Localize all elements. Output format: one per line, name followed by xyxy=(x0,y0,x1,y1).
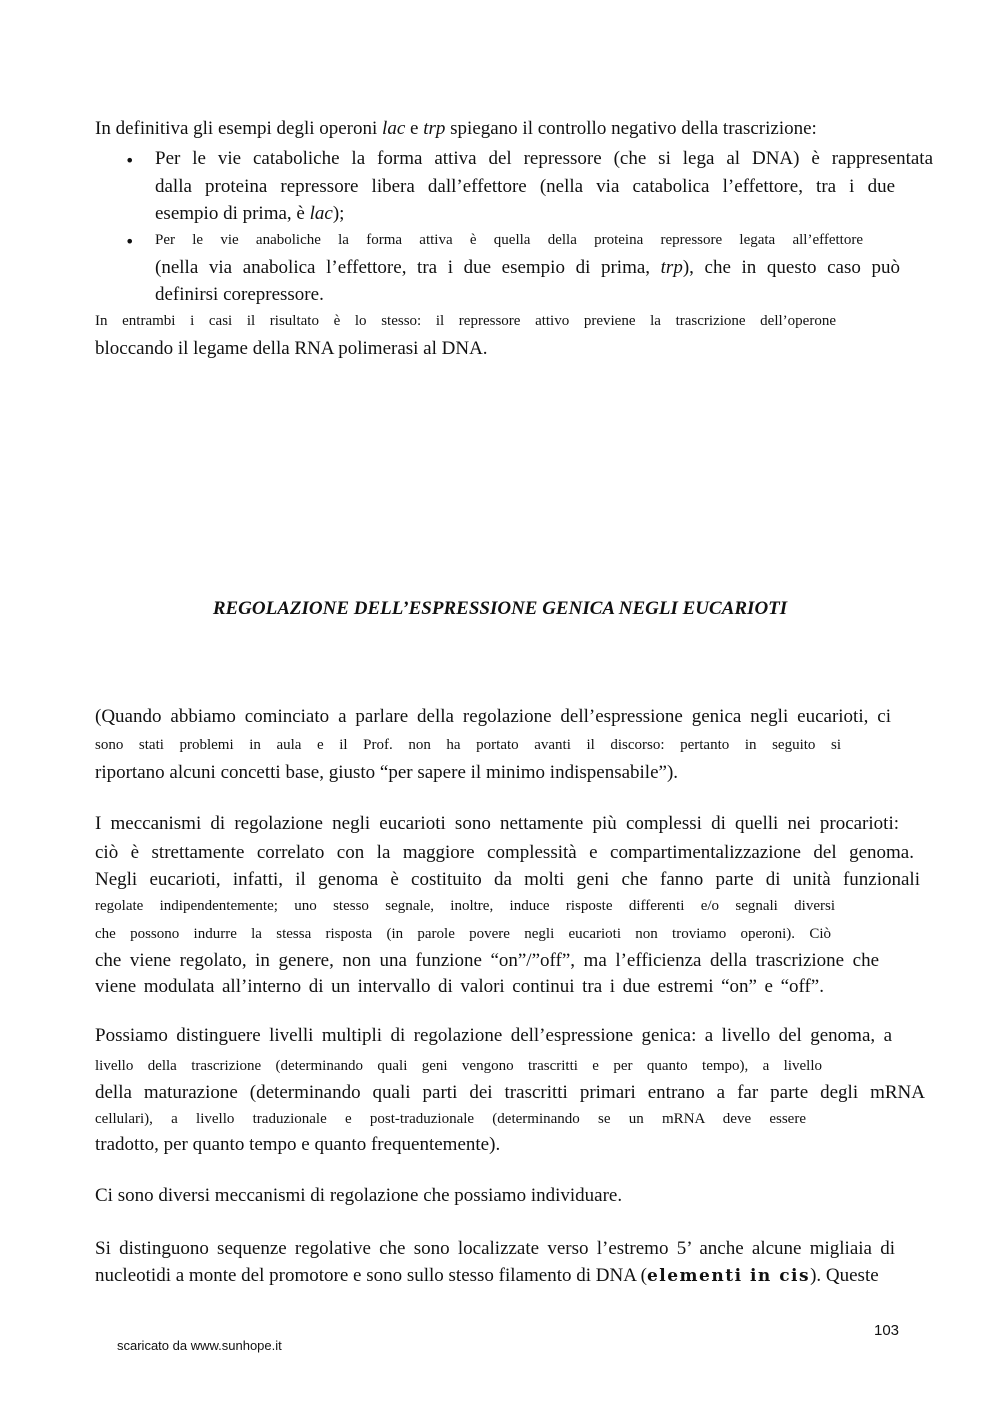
p2-line6: che viene regolato, in genere, non una funzione “on”/”off”, ma l’efficienza della trascrizione che xyxy=(95,950,879,971)
p2-line3: Negli eucarioti, infatti, il genoma è costituito da molti geni che fanno parte di unità funzionali xyxy=(95,869,920,890)
p2-line2: ciò è strettamente correlato con la maggiore complessità e compartimentalizzazione del genoma. xyxy=(95,842,914,863)
bullet-icon: • xyxy=(125,151,135,170)
intro-line xyxy=(95,118,817,140)
section-heading: REGOLAZIONE DELL’ESPRESSIONE GENICA NEGLI EUCARIOTI xyxy=(212,598,788,619)
p2-line5: che possono indurre la stessa risposta (in parole povere negli eucarioti non troviamo operoni). Ciò xyxy=(95,926,831,942)
bullet2-text: (nella via anabolica l’effettore, tra i due esempio di prima, xyxy=(155,257,661,278)
bullet2-line1: Per le vie anaboliche la forma attiva è quella della proteina repressore legata all’effettore xyxy=(155,232,863,248)
lac-term: lac xyxy=(382,118,406,139)
p2-line4: regolate indipendentemente; uno stesso segnale, inoltre, induce risposte differenti e/o segnali diversi xyxy=(95,898,835,914)
elementi-in-cis-term: elementi in cis xyxy=(646,1266,811,1286)
bullet-icon: • xyxy=(125,232,135,251)
p1-line2: sono stati problemi in aula e il Prof. non ha portato avanti il discorso: pertanto in seguito si xyxy=(95,737,841,753)
intro-text: e xyxy=(405,118,424,139)
p3-line4: cellulari), a livello traduzionale e post-traduzionale (determinando se un mRNA deve essere xyxy=(95,1111,806,1127)
intro-text: In definitiva gli esempi degli operoni xyxy=(95,118,383,139)
p3-line5: tradotto, per quanto tempo e quanto frequentemente). xyxy=(95,1134,501,1155)
bullet1-text: esempio di prima, è xyxy=(155,203,310,224)
bullet1-line3 xyxy=(155,203,344,225)
p3-line3: della maturazione (determinando quali parti dei trascritti primari entrano a far parte degli mRNA xyxy=(95,1082,925,1103)
conclusion-line2: bloccando il legame della RNA polimerasi al DNA. xyxy=(95,338,488,359)
p4-line: Ci sono diversi meccanismi di regolazione che possiamo individuare. xyxy=(95,1185,623,1206)
p5-line1: Si distinguono sequenze regolative che sono localizzate verso l’estremo 5’ anche alcune migliaia di xyxy=(95,1238,895,1259)
footer-source: scaricato da www.sunhope.it xyxy=(117,1338,282,1353)
p3-line2: livello della trascrizione (determinando quali geni vengono trascritti e per quanto tempo), a livello xyxy=(95,1058,822,1074)
page-number: 103 xyxy=(874,1322,900,1339)
p2-line1: I meccanismi di regolazione negli eucarioti sono nettamente più complessi di quelli nei procarioti: xyxy=(95,813,899,834)
trp-term: trp xyxy=(660,257,683,278)
bullet1-text: ); xyxy=(332,203,345,224)
p2-line7: viene modulata all’interno di un intervallo di valori continui tra i due estremi “on” e “off”. xyxy=(95,976,824,997)
bullet2-text: ), che in questo caso può xyxy=(682,257,900,278)
bullet1-line1: Per le vie cataboliche la forma attiva del repressore (che si lega al DNA) è rappresentata xyxy=(155,148,933,169)
p5-line2 xyxy=(95,1265,879,1287)
p1-line1: (Quando abbiamo cominciato a parlare della regolazione dell’espressione genica negli eucarioti, ci xyxy=(95,706,891,727)
p5-text: ). Queste xyxy=(810,1265,879,1286)
bullet2-line2 xyxy=(155,257,900,279)
p3-line1: Possiamo distinguere livelli multipli di regolazione dell’espressione genica: a livello del genoma, a xyxy=(95,1025,892,1046)
trp-term: trp xyxy=(423,118,446,139)
intro-text: spiegano il controllo negativo della trascrizione: xyxy=(445,118,817,139)
lac-term: lac xyxy=(309,203,333,224)
bullet2-line3: definirsi corepressore. xyxy=(155,284,324,305)
bullet1-line2: dalla proteina repressore libera dall’effettore (nella via catabolica l’effettore, tra i due xyxy=(155,176,895,197)
conclusion-line1: In entrambi i casi il risultato è lo stesso: il repressore attivo previene la trascrizione dell’operone xyxy=(95,313,836,329)
p5-text: nucleotidi a monte del promotore e sono sullo stesso filamento di DNA ( xyxy=(95,1265,647,1286)
p1-line3: riportano alcuni concetti base, giusto “per sapere il minimo indispensabile”). xyxy=(95,762,679,783)
